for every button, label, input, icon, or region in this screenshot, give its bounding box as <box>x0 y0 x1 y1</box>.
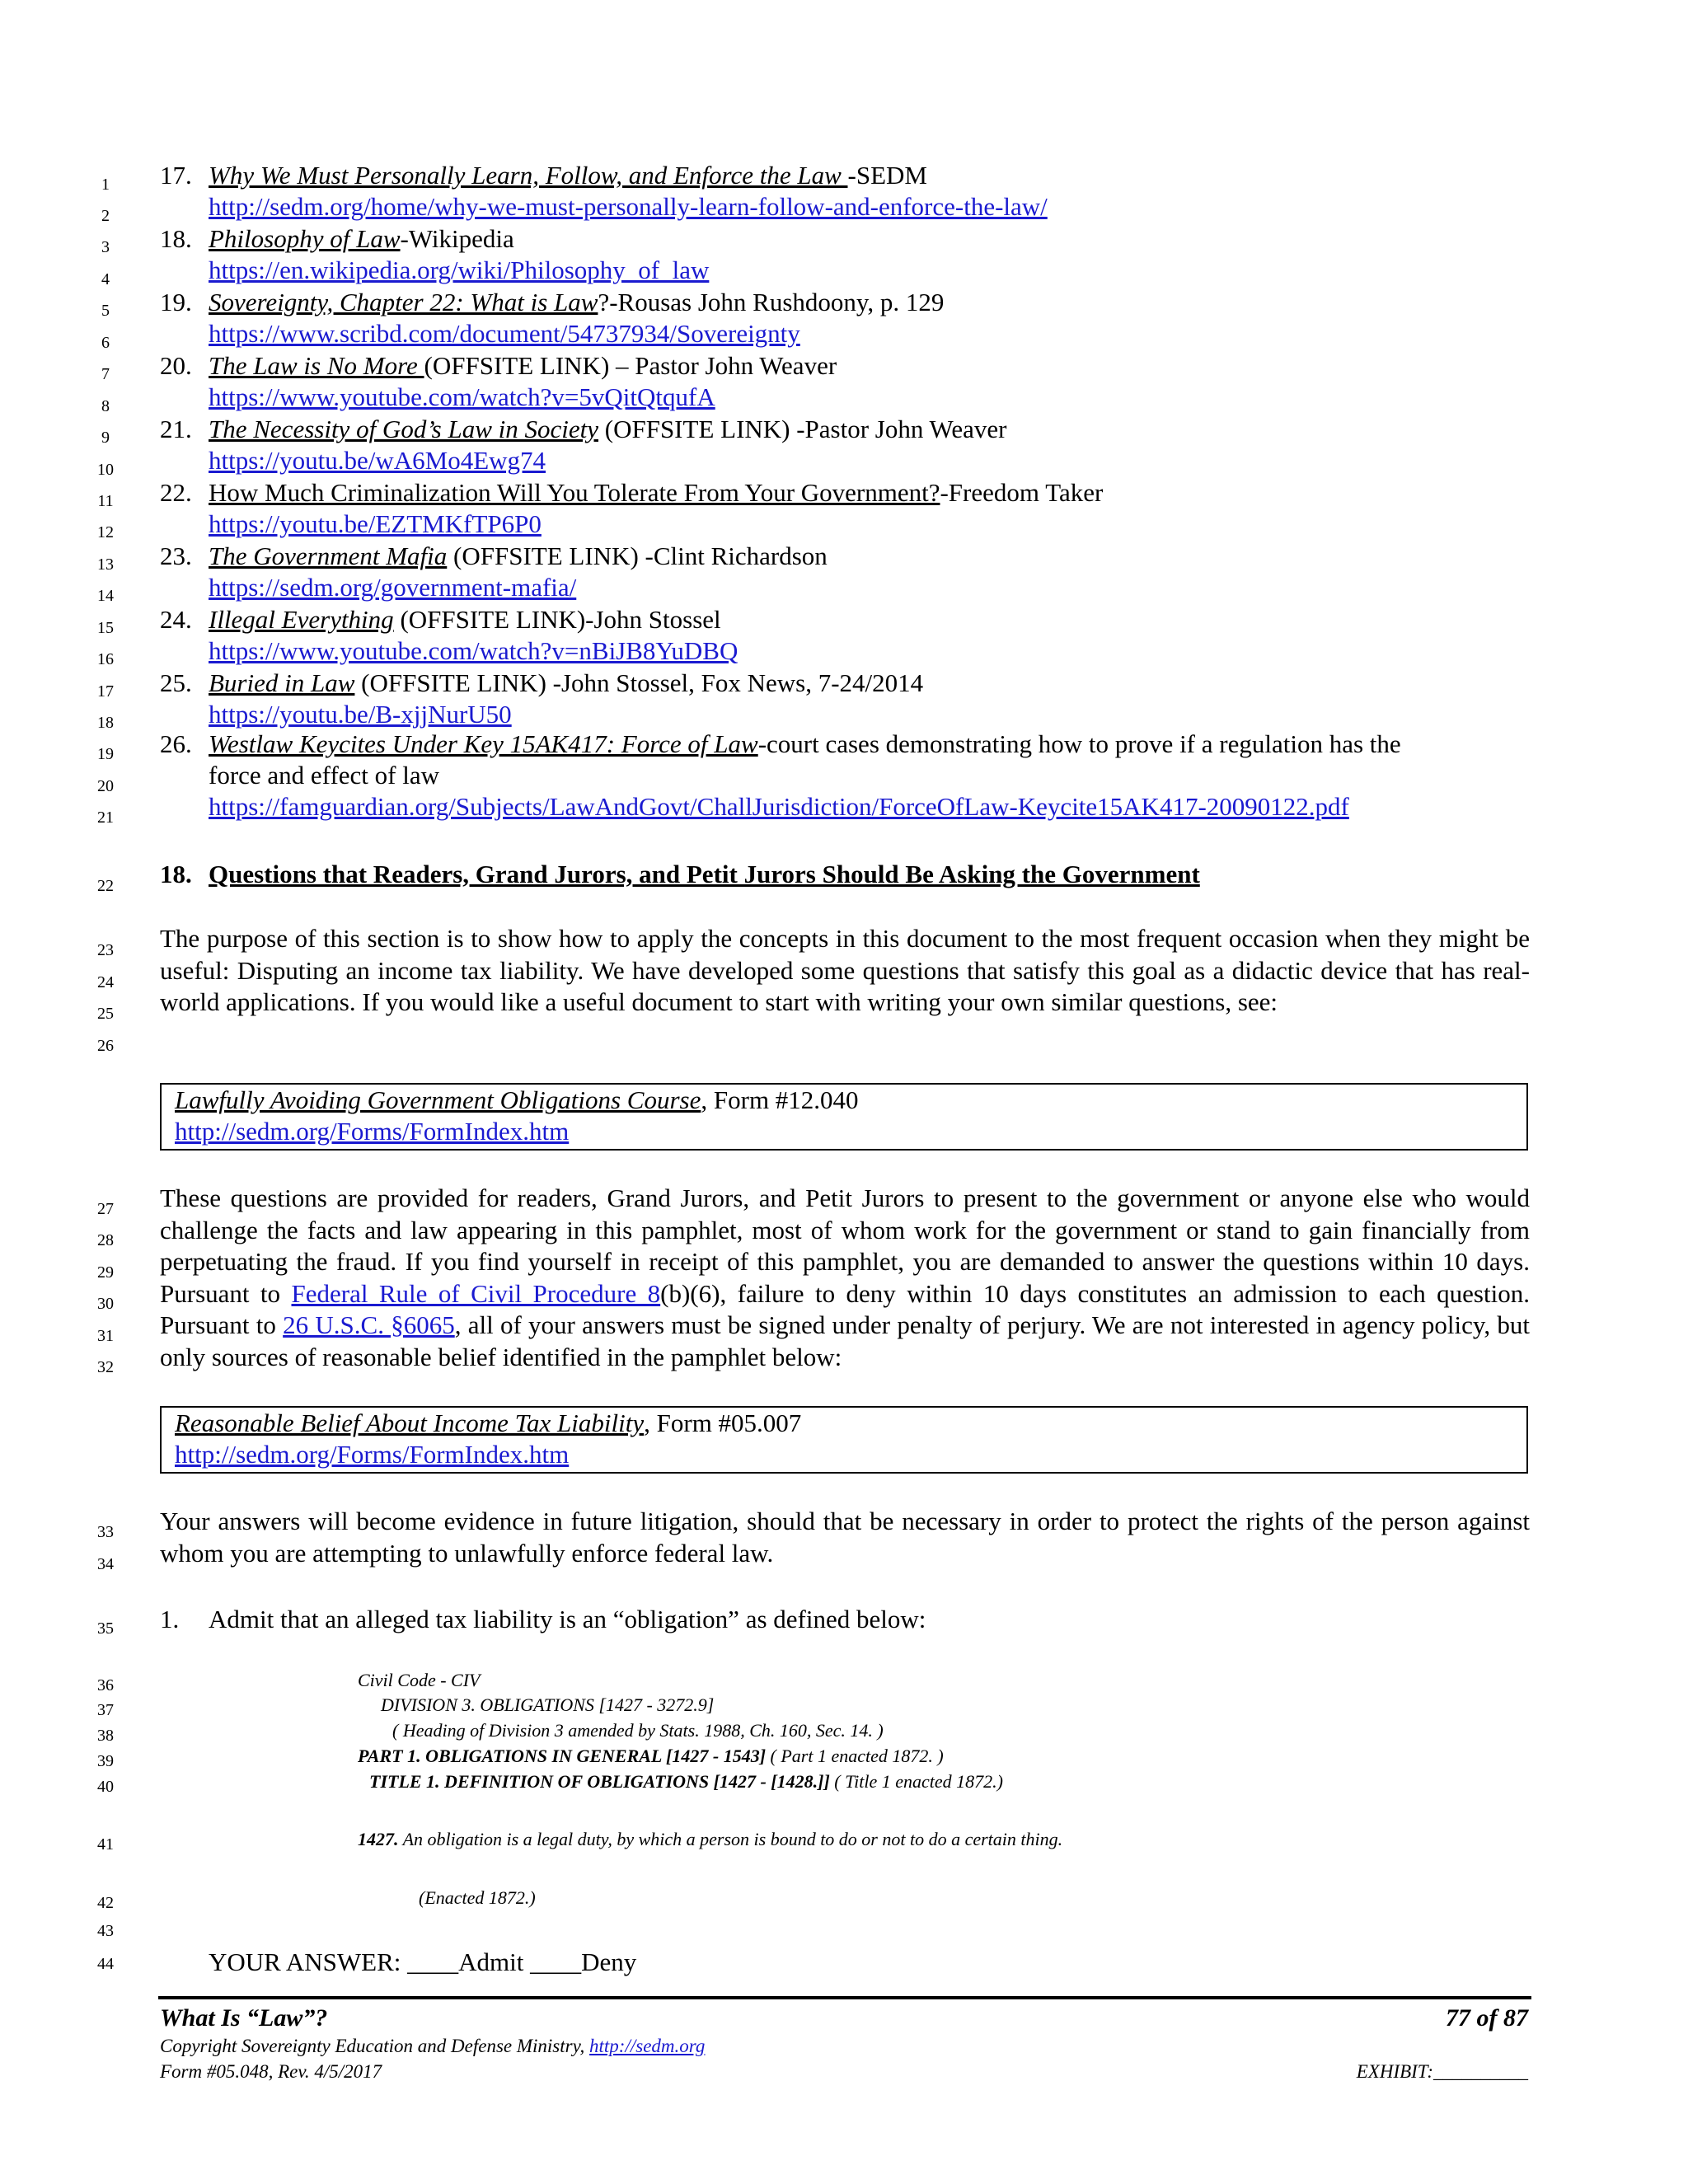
footer-link[interactable]: http://sedm.org <box>589 2036 706 2056</box>
reference-box-2 <box>160 1406 1528 1474</box>
footer-copyright: Copyright Sovereignty Education and Defense Ministry, http://sedm.org <box>160 2036 706 2056</box>
line-number: 23 <box>97 941 114 959</box>
paragraph-evidence: Your answers will become evidence in future litigation, should that be necessary in order to protect the rights of the person against whom you are attempting to unlawfully enforce federal law. <box>160 1507 1530 1568</box>
line-number: 9 <box>101 429 110 447</box>
admit-option: Admit <box>458 1947 524 1976</box>
line-number: 2 <box>101 207 110 225</box>
paragraph-questions: These questions are provided for readers, Grand Jurors, and Petit Jurors to present to the government or anyone else who would challenge the facts and law appearing in this pamphlet, most of whom work for the government or stand to gain financially from perpetuating the fraud. If you find yourself in receipt of this pamphlet, you are demanded to answer the questions within 10 days. Pursuant to Federal Rule of Civil Procedure 8(b)(6), failure to deny within 10 days constitutes an admission to each question. Pursuant to 26 U.S.C. §6065, all of your answers must be signed under penalty of perjury. We are not interested in agency policy, but only sources of reasonable belief identified in the pamphlet below: <box>160 1183 1530 1371</box>
line-number: 30 <box>97 1295 114 1313</box>
ref-title[interactable]: Philosophy of Law <box>209 224 401 253</box>
citation-heading-note: ( Heading of Division 3 amended by Stats. 1988, Ch. 160, Sec. 14. ) <box>392 1720 884 1741</box>
footer-rule <box>158 1996 1531 1999</box>
footer-exhibit: EXHIBIT:__________ <box>1356 2061 1528 2082</box>
line-number: 32 <box>97 1358 114 1376</box>
line-number: 25 <box>97 1005 114 1023</box>
section-heading <box>160 859 1200 890</box>
line-number: 35 <box>97 1619 114 1638</box>
ref-url[interactable]: https://www.youtube.com/watch?v=nBiJB8YuDBQ <box>209 636 738 665</box>
admit-blank[interactable]: ____ <box>407 1947 459 1976</box>
line-number: 41 <box>97 1835 114 1854</box>
footer-page-number: 77 of 87 <box>1446 2004 1528 2032</box>
line-number: 38 <box>97 1727 114 1745</box>
ref-url[interactable]: https://www.youtube.com/watch?v=5vQitQtqufA <box>209 382 715 411</box>
ref-desc: (OFFSITE LINK)-John Stossel <box>393 605 721 634</box>
ref-title[interactable]: How Much Criminalization Will You Tolerate From Your Government? <box>209 478 940 507</box>
ref-number: 18. <box>160 224 192 253</box>
ref-number: 22. <box>160 478 192 507</box>
line-number: 34 <box>97 1555 114 1573</box>
ref-26-cont: force and effect of law <box>209 761 439 790</box>
ref-url[interactable]: https://en.wikipedia.org/wiki/Philosophy_of_law <box>209 255 710 284</box>
line-number: 28 <box>97 1231 114 1249</box>
ref-url[interactable]: http://sedm.org/home/why-we-must-personally-learn-follow-and-enforce-the-law/ <box>209 192 1048 221</box>
citation-division: DIVISION 3. OBLIGATIONS [1427 - 3272.9] <box>381 1694 715 1715</box>
ref-desc: (OFFSITE LINK) -John Stossel, Fox News, 7-24/2014 <box>354 668 924 697</box>
frcp-link[interactable]: Federal Rule of Civil Procedure 8 <box>291 1278 661 1308</box>
answer-label: YOUR ANSWER: <box>209 1947 401 1976</box>
footer-doc-title: What Is “Law”? <box>160 2004 328 2032</box>
line-number: 42 <box>97 1894 114 1912</box>
line-number: 10 <box>97 461 114 479</box>
ref-title[interactable]: Why We Must Personally Learn, Follow, and Enforce the Law <box>209 161 848 190</box>
ref-desc: (OFFSITE LINK) – Pastor John Weaver <box>424 351 837 380</box>
line-number: 15 <box>97 619 114 637</box>
ref-title[interactable]: Illegal Everything <box>209 605 394 634</box>
line-number: 44 <box>97 1955 114 1973</box>
line-number: 12 <box>97 523 114 541</box>
line-number: 5 <box>101 302 110 320</box>
ref-title[interactable]: The Government Mafia <box>209 541 448 570</box>
ref-title[interactable]: Westlaw Keycites Under Key 15AK417: Force of Law <box>209 729 758 758</box>
section-title: Questions that Readers, Grand Jurors, and Petit Jurors Should Be Asking the Government <box>209 860 1200 888</box>
ref-desc: (OFFSITE LINK) -Clint Richardson <box>447 541 828 570</box>
deny-option: Deny <box>581 1947 637 1976</box>
ref-desc: -court cases demonstrating how to prove if a regulation has the <box>757 729 1401 758</box>
ref-number: 25. <box>160 668 192 697</box>
line-number: 6 <box>101 334 110 352</box>
line-number: 43 <box>97 1922 114 1940</box>
line-number: 13 <box>97 555 114 574</box>
footer-form: Form #05.048, Rev. 4/5/2017 <box>160 2061 382 2082</box>
box-title[interactable]: Reasonable Belief About Income Tax Liability <box>175 1408 645 1437</box>
deny-blank[interactable]: ____ <box>530 1947 582 1976</box>
ref-title[interactable]: The Law is No More <box>209 351 424 380</box>
line-number: 4 <box>101 270 110 288</box>
line-number: 3 <box>101 238 110 256</box>
line-number: 20 <box>97 777 114 795</box>
ref-title[interactable]: The Necessity of God’s Law in Society <box>209 415 598 443</box>
box-form: , Form #05.007 <box>644 1408 802 1437</box>
line-number: 8 <box>101 397 110 415</box>
reference-box-1 <box>160 1083 1528 1151</box>
citation-section-1427: 1427. An obligation is a legal duty, by which a person is bound to do or not to do a certain thing. <box>358 1829 1063 1849</box>
line-number: 26 <box>97 1037 114 1055</box>
line-number: 21 <box>97 808 114 827</box>
ref-title[interactable]: Buried in Law <box>209 668 355 697</box>
ref-number: 24. <box>160 605 192 634</box>
line-number: 31 <box>97 1327 114 1345</box>
ref-url[interactable]: https://youtu.be/wA6Mo4Ewg74 <box>209 446 546 475</box>
line-number: 18 <box>97 714 114 732</box>
citation-code: Civil Code - CIV <box>358 1670 481 1690</box>
line-number: 11 <box>97 492 114 510</box>
citation-part: PART 1. OBLIGATIONS IN GENERAL [1427 - 1543] ( Part 1 enacted 1872. ) <box>358 1746 944 1766</box>
line-number: 24 <box>97 973 114 991</box>
ref-number: 23. <box>160 541 192 570</box>
paragraph-intro: The purpose of this section is to show how to apply the concepts in this document to the most frequent occasion when they might be useful: Disputing an income tax liability. We have developed some questions that satisfy this goal as a didactic device that has real-world applications. If you would like a useful document to start with writing your own similar questions, see: <box>160 924 1530 1016</box>
ref-number: 21. <box>160 415 192 443</box>
ref-desc: ?-Rousas John Rushdoony, p. 129 <box>598 288 945 316</box>
ref-26-url[interactable]: https://famguardian.org/Subjects/LawAndGovt/ChallJurisdiction/ForceOfLaw-Keycite15AK417-20090122.pdf <box>209 792 1349 821</box>
ref-number: 26. <box>160 729 192 758</box>
section-number: 18. <box>160 860 192 888</box>
line-number: 22 <box>97 877 114 895</box>
line-number: 7 <box>101 365 110 383</box>
ref-number: 17. <box>160 161 192 190</box>
line-number: 39 <box>97 1752 114 1770</box>
box-title[interactable]: Lawfully Avoiding Government Obligations Course <box>175 1085 701 1114</box>
line-number: 36 <box>97 1676 114 1694</box>
citation-enacted: (Enacted 1872.) <box>419 1887 536 1908</box>
citation-title: TITLE 1. DEFINITION OF OBLIGATIONS [1427 - [1428.]] ( Title 1 enacted 1872.) <box>369 1771 1003 1792</box>
question-text: Admit that an alleged tax liability is an “obligation” as defined below: <box>209 1605 926 1633</box>
usc-link[interactable]: 26 U.S.C. §6065 <box>283 1310 455 1339</box>
ref-number: 19. <box>160 288 192 316</box>
question-number: 1. <box>160 1605 180 1633</box>
box-form: , Form #12.040 <box>701 1085 859 1114</box>
line-number: 1 <box>101 176 110 194</box>
ref-desc: -Wikipedia <box>400 224 514 253</box>
ref-number: 20. <box>160 351 192 380</box>
line-number: 19 <box>97 745 114 763</box>
ref-desc: -Freedom Taker <box>940 478 1104 507</box>
line-number: 27 <box>97 1200 114 1218</box>
ref-url[interactable]: https://youtu.be/EZTMKfTP6P0 <box>209 509 542 538</box>
line-number: 16 <box>97 650 114 668</box>
line-number: 33 <box>97 1523 114 1541</box>
box-url[interactable]: http://sedm.org/Forms/FormIndex.htm <box>175 1440 570 1469</box>
ref-desc: (OFFSITE LINK) -Pastor John Weaver <box>598 415 1007 443</box>
box-url[interactable]: http://sedm.org/Forms/FormIndex.htm <box>175 1117 570 1146</box>
answer-line <box>209 1947 636 1978</box>
ref-url[interactable]: https://www.scribd.com/document/54737934/Sovereignty <box>209 319 800 348</box>
ref-title[interactable]: Sovereignty, Chapter 22: What is Law <box>209 288 598 316</box>
line-number: 17 <box>97 682 114 701</box>
line-number: 29 <box>97 1263 114 1282</box>
ref-url[interactable]: https://youtu.be/B-xjjNurU50 <box>209 700 512 729</box>
line-number: 37 <box>97 1701 114 1719</box>
ref-desc: -SEDM <box>847 161 927 190</box>
line-number: 40 <box>97 1778 114 1796</box>
ref-url[interactable]: https://sedm.org/government-mafia/ <box>209 573 577 602</box>
line-number: 14 <box>97 587 114 605</box>
